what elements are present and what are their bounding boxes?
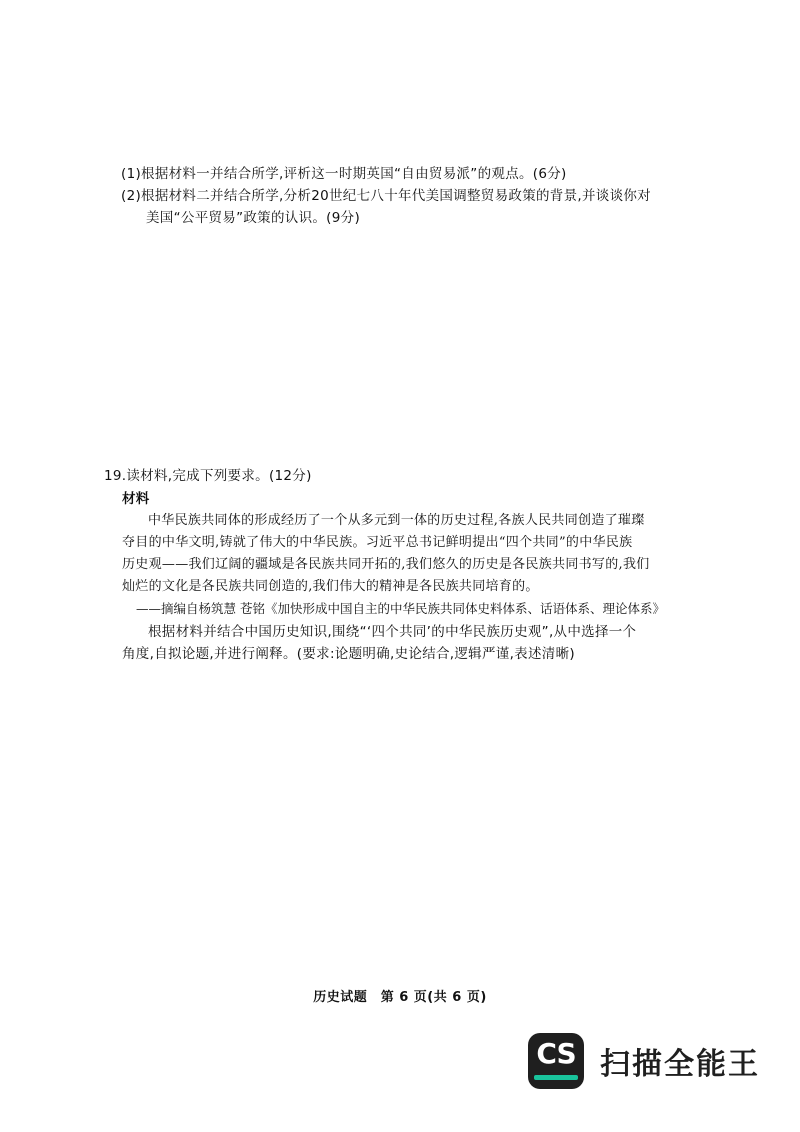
requirement-line-1: 根据材料并结合中国历史知识,围绕“‘四个共同’的中华民族历史观”,从中选择一个 xyxy=(148,624,637,640)
scanner-watermark xyxy=(528,1030,760,1092)
question-19-heading: 19.读材料,完成下列要求。(12分) xyxy=(104,468,312,484)
material-line-1: 中华民族共同体的形成经历了一个从多元到一体的历史过程,各族人民共同创造了璀璨 xyxy=(148,513,645,528)
question-18-sub-2-line-2: 美国“公平贸易”政策的认识。(9分) xyxy=(146,210,361,226)
question-18-sub-2-line-1: (2)根据材料二并结合所学,分析20世纪七八十年代美国调整贸易政策的背景,并谈谈你对 xyxy=(121,188,651,204)
logo-text: CS xyxy=(536,1037,576,1070)
camscanner-logo-icon xyxy=(528,1033,584,1089)
logo-accent-bar xyxy=(534,1075,578,1080)
question-18-sub-1: (1)根据材料一并结合所学,评析这一时期英国“自由贸易派”的观点。(6分) xyxy=(121,166,567,182)
material-line-4: 灿烂的文化是各民族共同创造的,我们伟大的精神是各民族共同培育的。 xyxy=(122,579,539,594)
material-label: 材料 xyxy=(122,491,150,507)
page-footer: 历史试题 第 6 页(共 6 页) xyxy=(313,990,487,1005)
material-line-3: 历史观——我们辽阔的疆域是各民族共同开拓的,我们悠久的历史是各民族共同书写的,我们 xyxy=(122,557,650,572)
requirement-line-2: 角度,自拟论题,并进行阐释。(要求:论题明确,史论结合,逻辑严谨,表述清晰) xyxy=(122,646,575,662)
material-line-2: 夺目的中华文明,铸就了伟大的中华民族。习近平总书记鲜明提出“四个共同”的中华民族 xyxy=(122,535,633,550)
material-source: ——摘编自杨筑慧 苍铭《加快形成中国自主的中华民族共同体史料体系、话语体系、理论体系》 xyxy=(136,601,665,616)
brand-name: 扫描全能王 xyxy=(600,1047,760,1082)
